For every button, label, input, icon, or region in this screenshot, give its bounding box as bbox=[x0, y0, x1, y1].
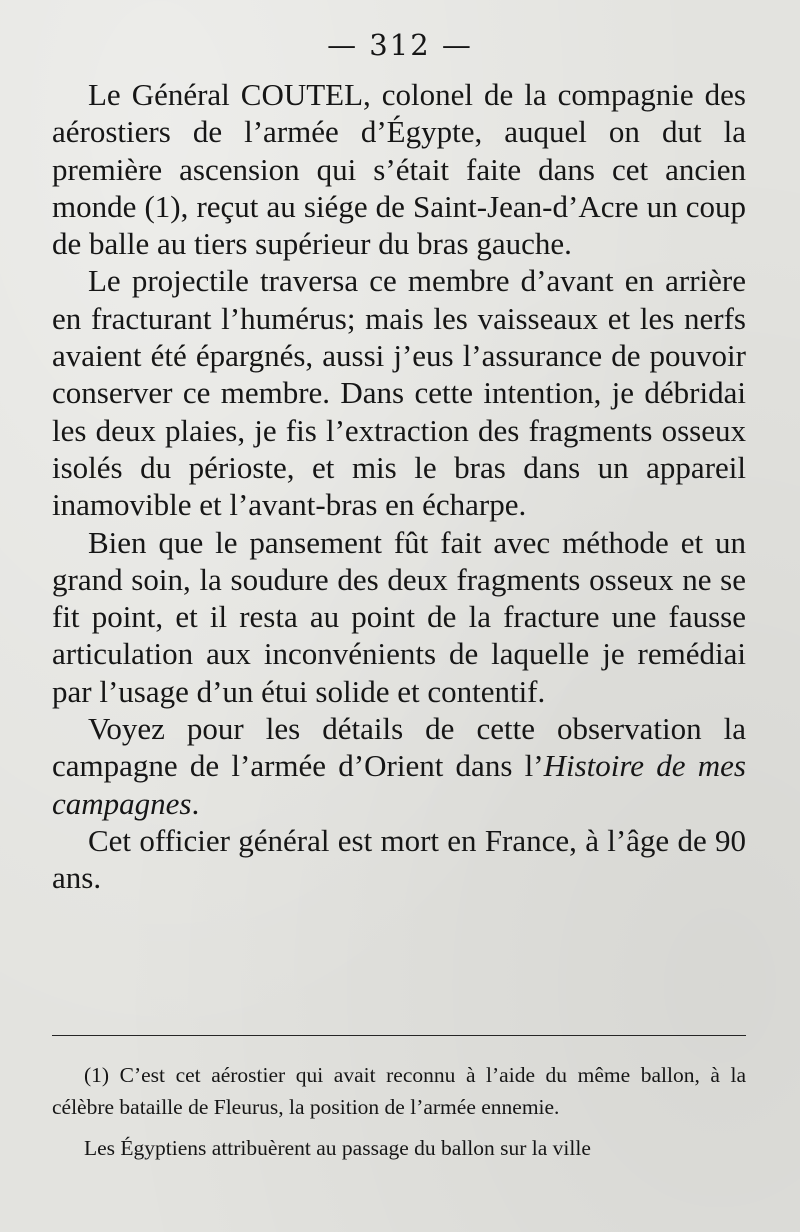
main-text bbox=[52, 76, 746, 897]
paragraph-5: Cet officier général est mort en France, à l’âge de 90 ans. bbox=[52, 822, 746, 896]
paragraph-2: Le projectile traversa ce membre d’avant en arrière en fracturant l’humérus; mais les vaisseaux et les nerfs avaient été épargnés, aussi j’eus l’assurance de pouvoir conserver ce membre. Dans cette intention, je débridai les deux plaies, je fis l’extraction des fragments osseux isolés du périoste, et mis le bras dans un appareil inamovible et l’avant-bras en écharpe. bbox=[52, 263, 746, 523]
paragraph-4-text: Voyez pour les détails de cette observation la campagne de l’armée d’Orient dans l’ bbox=[52, 711, 746, 784]
paragraph-4-end: . bbox=[191, 785, 200, 821]
page-number: — 312 — bbox=[327, 28, 473, 62]
paragraph-3: Bien que le pansement fût fait avec méthode et un grand soin, la soudure des deux fragments osseux ne se fit point, et il resta au point de la fracture une fausse articulation aux inconvénients de laquelle je remédiai par l’usage d’un étui solide et contentif. bbox=[52, 524, 746, 709]
footnote-continuation: Les Égyptiens attribuèrent au passage du ballon sur la ville bbox=[84, 1136, 591, 1160]
paragraph-1: Le Général COUTEL, colonel de la compagnie des aérostiers de l’armée d’Égypte, auquel on dut la première ascension qui s’était faite dans cet ancien monde (1), reçut au siége de Saint-Jean-d’Acre un coup de balle au tiers supérieur du bras gauche. bbox=[52, 77, 746, 262]
book-title-italic: Histoire de mes campagnes bbox=[52, 748, 747, 821]
footnote-1: (1) C’est cet aérostier qui avait reconnu à l’aide du même ballon, à la célèbre bataille de Fleurus, la position de l’armée ennemie. bbox=[52, 1063, 746, 1119]
footnote-divider bbox=[52, 1035, 746, 1036]
paragraph-4 bbox=[52, 710, 746, 822]
footnotes bbox=[52, 1060, 746, 1165]
